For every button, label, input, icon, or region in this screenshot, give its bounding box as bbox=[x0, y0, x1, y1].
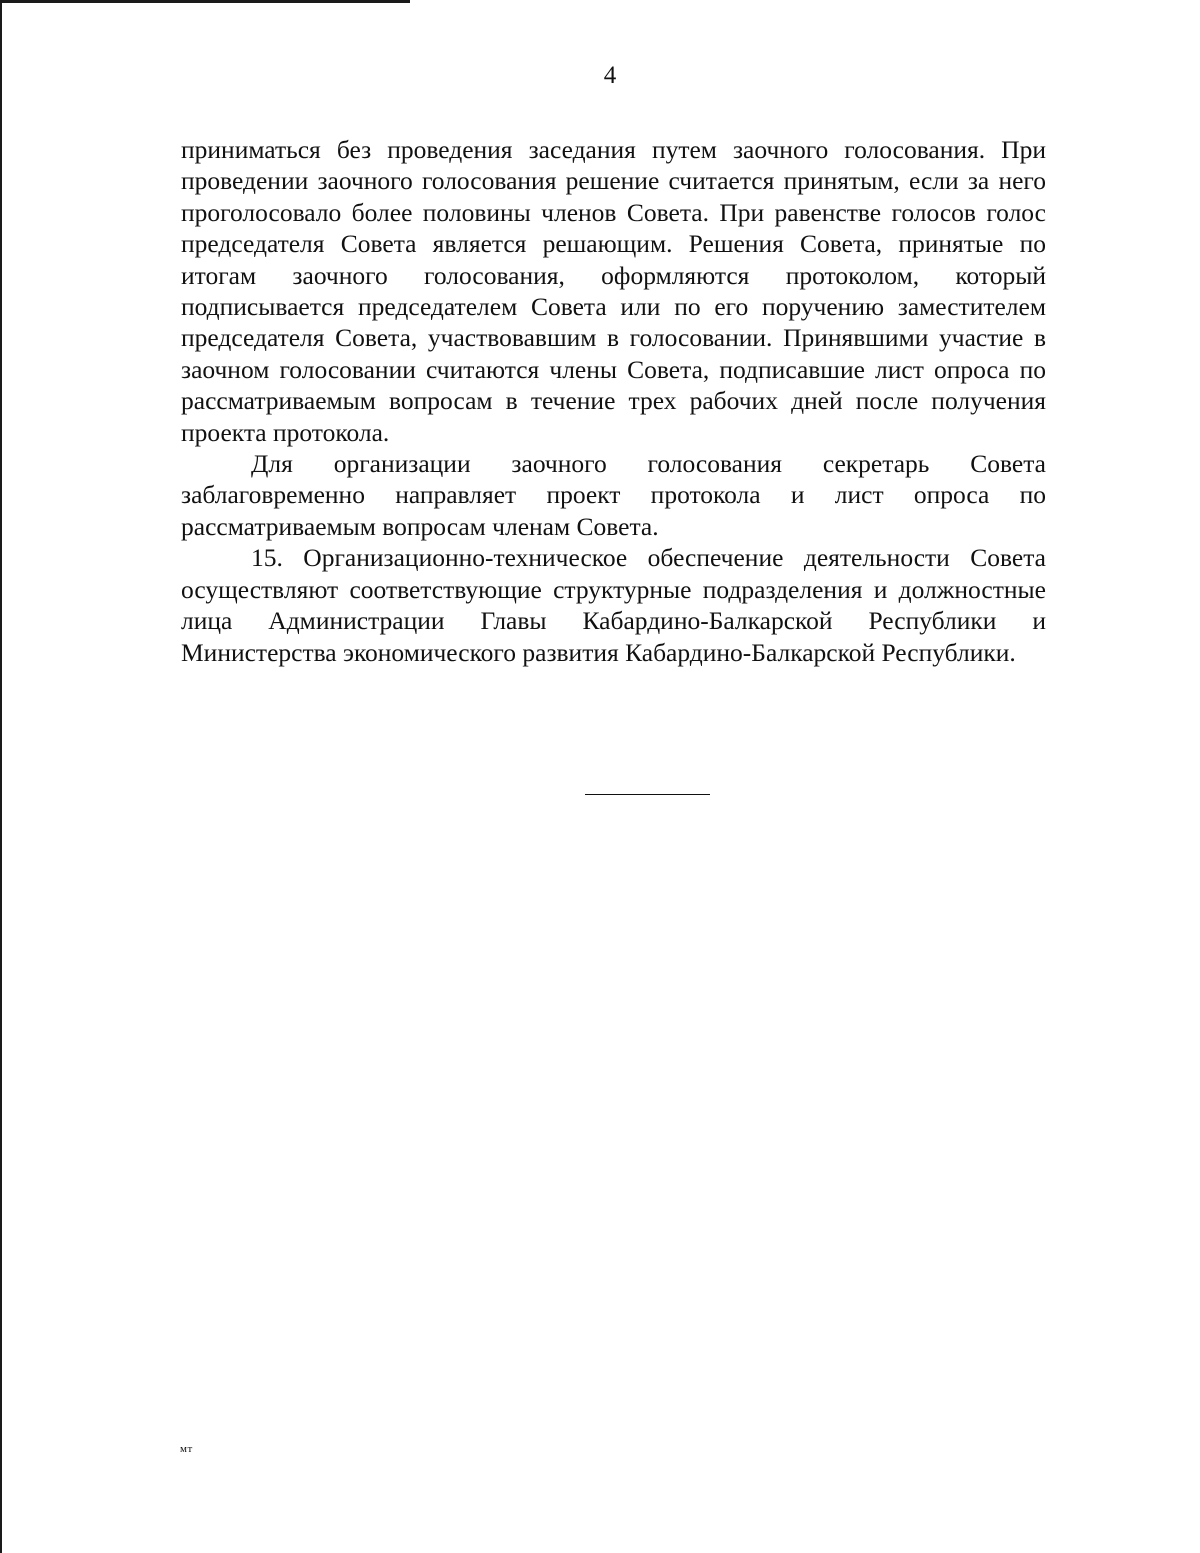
scan-edge-left bbox=[0, 0, 2, 1553]
document-body bbox=[181, 134, 1046, 668]
paragraph-voting-continuation: приниматься без проведения заседания путем заочного голосования. При проведении заочного голосования решение считается принятым, если за него проголосовало более половины членов Совета. При равенстве голосов голос председателя Совета является решающим. Решения Совета, принятые по итогам заочного голосования, оформляются протоколом, который подписывается председателем Совета или по его поручению заместителем председателя Совета, участвовавшим в голосовании. Принявшими участие в заочном голосовании считаются члены Совета, подписавшие лист опроса по рассматриваемым вопросам в течение трех рабочих дней после получения проекта протокола. bbox=[181, 135, 1046, 447]
page-number: 4 bbox=[603, 62, 617, 89]
footer-mark: мт bbox=[180, 1443, 193, 1455]
paragraph-item-15: 15. Организационно-техническое обеспечение деятельности Совета осуществляют соответствующие структурные подразделения и должностные лица Администрации Главы Кабардино-Балкарской Республики и Министерства экономического развития Кабардино-Балкарской Республики. bbox=[181, 543, 1046, 667]
end-of-text-rule bbox=[585, 794, 710, 795]
scan-edge-top bbox=[0, 0, 410, 3]
paragraph-secretary: Для организации заочного голосования секретарь Совета заблаговременно направляет проект протокола и лист опроса по рассматриваемым вопросам членам Совета. bbox=[181, 449, 1046, 541]
